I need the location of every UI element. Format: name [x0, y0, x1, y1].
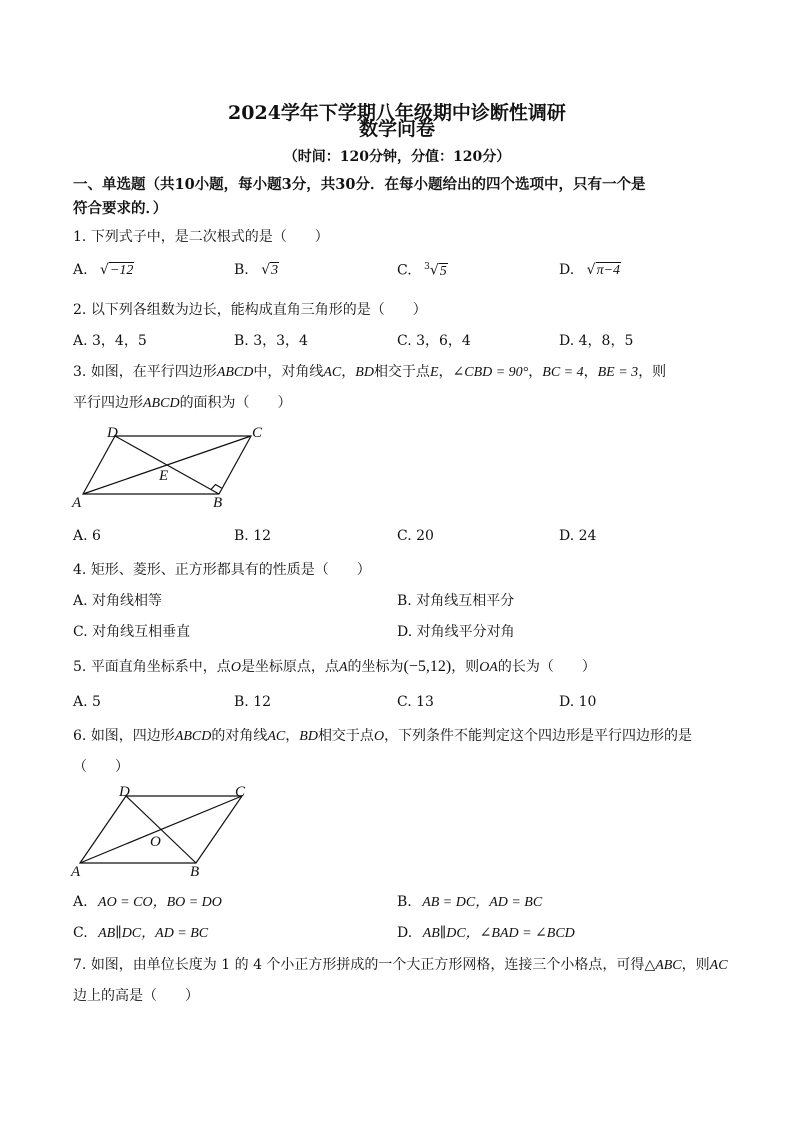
label-e: E: [159, 468, 169, 484]
diagonal-bd: [126, 796, 196, 863]
question-3-line1: 3. 如图，在平行四边形ABCD中，对角线AC，BD相交于点E，∠CBD = 90°，BC = 4，BE = 3，则: [73, 364, 667, 380]
q1-option-a: A. √−12: [73, 262, 134, 278]
question-2: 2. 以下列各组数为边长，能构成直角三角形的是（ ）: [73, 302, 427, 318]
label-d: D: [119, 784, 130, 800]
question-6-line2: （ ）: [73, 759, 129, 775]
label-a: A: [71, 864, 81, 880]
q6-parallelogram-figure: [68, 780, 258, 880]
q5-option-c: C. 13: [397, 694, 434, 710]
question-4: 4. 矩形、菱形、正方形都具有的性质是（ ）: [73, 562, 371, 578]
q4-option-b: B. 对角线互相平分: [397, 593, 515, 609]
q2-option-d: D. 4，8，5: [559, 333, 634, 349]
label-b: B: [190, 864, 200, 880]
root-index: 3: [424, 262, 430, 272]
q2-option-b: B. 3，3，4: [234, 333, 308, 349]
q5-option-d: D. 10: [559, 694, 597, 710]
q4-option-a: A. 对角线相等: [73, 593, 163, 609]
q3-parallelogram-figure: [70, 422, 270, 514]
q1-option-b: B. √3: [234, 262, 279, 278]
label-c: C: [235, 784, 246, 800]
q5-option-a: A. 5: [73, 694, 101, 710]
question-2-stem: 以下列各组数为边长，能构成直角三角形的是（ ）: [90, 302, 427, 318]
section-heading-line1: 一、单选题（共10小题，每小题3分，共30分．在每小题给出的四个选项中，只有一个是: [73, 176, 646, 193]
q6-option-a: A. AO = CO，BO = DO: [73, 894, 222, 910]
page-title: 2024学年下学期八年级期中诊断性调研: [228, 102, 566, 124]
q3-option-b: B. 12: [234, 528, 272, 544]
question-5: 5. 平面直角坐标系中，点O是坐标原点，点A的坐标为(−5,12)，则OA的长为（ ）: [73, 658, 596, 675]
question-1: 1. 下列式子中，是二次根式的是（ ）: [73, 229, 329, 245]
q6-option-c: C. AB∥DC，AD = BC: [73, 925, 209, 941]
q1-option-c: C. $^3$√5: [397, 262, 447, 279]
q4-option-c: C. 对角线互相垂直: [73, 624, 191, 640]
q1-option-d: D. √π−4: [559, 262, 621, 278]
section-heading-line2: 符合要求的．）: [73, 200, 168, 217]
q3-option-c: C. 20: [397, 528, 434, 544]
question-6-line1: 6. 如图，四边形ABCD的对角线AC，BD相交于点O，下列条件不能判定这个四边形是平行四边形的是: [73, 728, 693, 744]
exam-info: （时间：120分钟，分值：120分）: [283, 149, 511, 165]
q2-option-c: C. 3，6，4: [397, 333, 471, 349]
q6-option-b: B. AB = DC，AD = BC: [397, 894, 543, 910]
question-1-stem: 下列式子中，是二次根式的是（ ）: [90, 229, 329, 245]
label-d: D: [107, 425, 118, 441]
label-c: C: [252, 425, 263, 441]
sqrt-symbol: √: [261, 262, 271, 278]
label-b: B: [213, 495, 223, 511]
sqrt-symbol: √: [100, 262, 109, 278]
right-angle-mark: [211, 485, 222, 490]
question-7-line2: 边上的高是（ ）: [73, 988, 199, 1004]
sqrt-symbol: √: [586, 262, 596, 278]
q4-option-d: D. 对角线平分对角: [397, 624, 515, 640]
question-4-stem: 矩形、菱形、正方形都具有的性质是（ ）: [90, 562, 371, 578]
q5-option-b: B. 12: [234, 694, 272, 710]
sqrt-symbol: √: [429, 262, 439, 279]
diagonal-bd: [115, 436, 219, 494]
q3-option-d: D. 24: [559, 528, 597, 544]
page-subtitle: 数学问卷: [358, 118, 435, 140]
q2-option-a: A. 3，4，5: [73, 333, 147, 349]
question-3-line2: 平行四边形ABCD的面积为（ ）: [73, 395, 292, 411]
label-o: O: [150, 834, 161, 850]
question-7-line1: 7. 如图，由单位长度为 1 的 4 个小正方形拼成的一个大正方形网格，连接三个小格点，可得△ABC，则AC: [73, 957, 728, 973]
label-a: A: [72, 495, 82, 511]
q3-option-a: A. 6: [73, 528, 101, 544]
q6-option-d: D. AB∥DC，∠BAD = ∠BCD: [397, 925, 575, 941]
